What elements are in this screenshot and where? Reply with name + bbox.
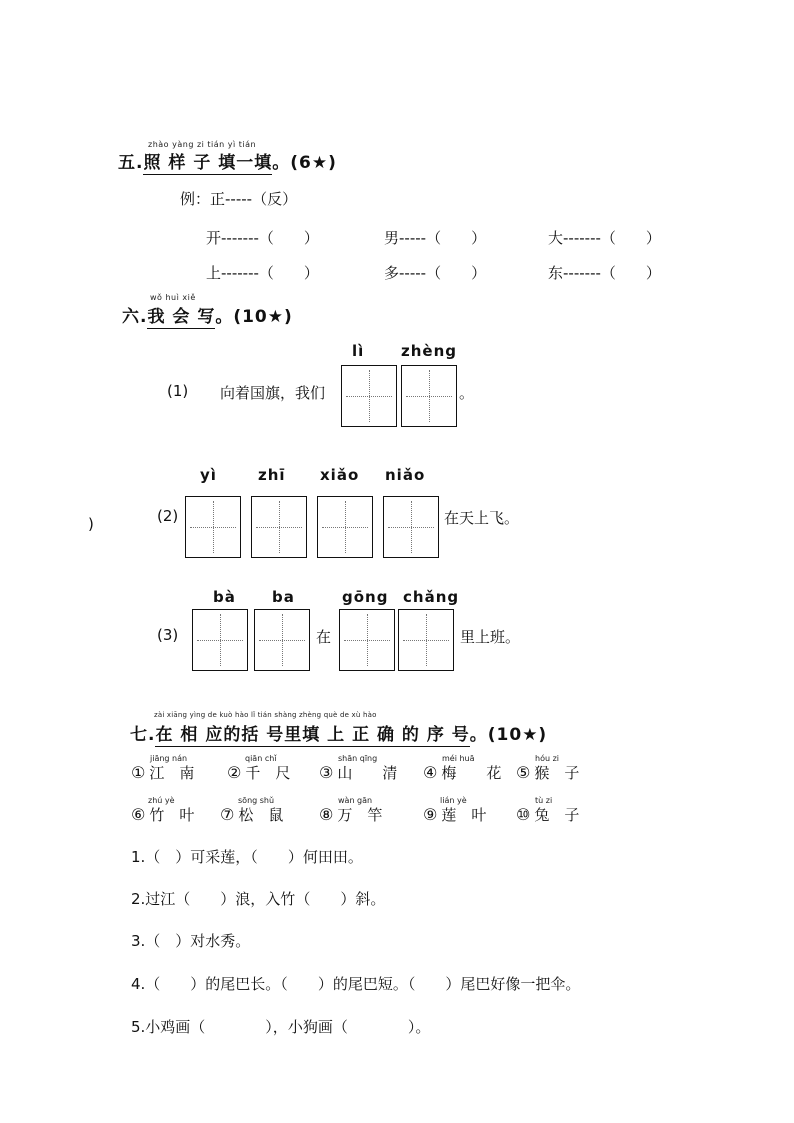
pinyin-xiao: xiǎo bbox=[320, 466, 360, 484]
section6-score: (10★) bbox=[233, 307, 293, 327]
pinyin-zhi: zhī bbox=[258, 466, 286, 484]
section7-score: (10★) bbox=[487, 725, 548, 745]
section7-title: 七.在 相 应的括 号里填 上 正 确 的 序 号。(10★) bbox=[130, 725, 548, 745]
option-8: ⑧ 万 竿 bbox=[319, 805, 383, 824]
option-pinyin: hóu zi bbox=[535, 754, 559, 763]
option-1: ① 江 南 bbox=[131, 763, 195, 782]
pinyin-gong: gōng bbox=[342, 588, 389, 606]
question-1: 1.（ ）可采莲，（ ）何田田。 bbox=[131, 848, 363, 866]
pinyin-li: lì bbox=[352, 342, 365, 360]
option-4: ④ 梅 花 bbox=[423, 763, 502, 782]
section5-item: 多-----（ ） bbox=[384, 264, 487, 282]
writing-box[interactable] bbox=[398, 609, 454, 671]
writing-box[interactable] bbox=[317, 496, 373, 558]
option-pinyin: zhú yè bbox=[148, 796, 175, 805]
section5-title-text: 照 样 子 填一填 bbox=[143, 153, 273, 173]
section5-example: 例：正-----（反） bbox=[180, 190, 298, 208]
option-10: ⑩ 兔 子 bbox=[516, 805, 580, 824]
option-pinyin: sōng shǔ bbox=[238, 796, 275, 805]
option-pinyin: qiān chǐ bbox=[245, 754, 277, 763]
pinyin-chang: chǎng bbox=[403, 588, 460, 606]
question-5: 5.小鸡画（ ），小狗画（ ）。 bbox=[131, 1018, 431, 1036]
section5-score: (6★) bbox=[290, 153, 337, 173]
option-7: ⑦ 松 鼠 bbox=[220, 805, 284, 824]
writing-box[interactable] bbox=[185, 496, 241, 558]
writing-box[interactable] bbox=[341, 365, 397, 427]
writing-box[interactable] bbox=[251, 496, 307, 558]
section7-pinyin: zài xiāng yìng de kuò hào lǐ tián shàng zhèng què de xù hào bbox=[154, 711, 377, 719]
stray-paren: ) bbox=[88, 515, 94, 533]
q1-end: 。 bbox=[459, 384, 475, 402]
option-pinyin: tù zi bbox=[535, 796, 553, 805]
pinyin-yi: yì bbox=[200, 466, 217, 484]
q3-middle: 在 bbox=[316, 628, 332, 646]
q2-end: 在天上飞。 bbox=[444, 509, 520, 527]
option-pinyin: shān qīng bbox=[338, 754, 378, 763]
pinyin-niao: niǎo bbox=[385, 466, 426, 484]
question-3: 3.（ ）对水秀。 bbox=[131, 932, 251, 950]
section5-item: 东-------（ ） bbox=[548, 264, 661, 282]
q1-label: (1) bbox=[167, 382, 189, 400]
pinyin-zheng: zhèng bbox=[401, 342, 457, 360]
q2-label: (2) bbox=[157, 507, 179, 525]
option-2: ② 千 尺 bbox=[227, 763, 291, 782]
section5-item: 大-------（ ） bbox=[548, 229, 661, 247]
q3-end: 里上班。 bbox=[460, 628, 521, 646]
writing-box[interactable] bbox=[254, 609, 310, 671]
option-pinyin: lián yè bbox=[440, 796, 467, 805]
section5-title: 五.照 样 子 填一填。(6★) bbox=[118, 153, 337, 173]
section5-pinyin: zhào yàng zi tián yì tián bbox=[148, 140, 257, 149]
section6-title: 六.我 会 写。(10★) bbox=[122, 307, 293, 327]
section5-item: 开-------（ ） bbox=[206, 229, 319, 247]
question-4: 4.（ ）的尾巴长。（ ）的尾巴短。（ ）尾巴好像一把伞。 bbox=[131, 975, 581, 993]
option-pinyin: wàn gān bbox=[338, 796, 373, 805]
writing-box[interactable] bbox=[383, 496, 439, 558]
option-pinyin: méi huā bbox=[442, 754, 475, 763]
option-5: ⑤ 猴 子 bbox=[516, 763, 580, 782]
section5-item: 男-----（ ） bbox=[384, 229, 487, 247]
section5-item: 上-------（ ） bbox=[206, 264, 319, 282]
section7-title-text: 在 相 应的括 号里填 上 正 确 的 序 号 bbox=[155, 725, 470, 745]
option-6: ⑥ 竹 叶 bbox=[131, 805, 195, 824]
section6-pinyin: wǒ huì xiě bbox=[150, 293, 196, 302]
section5-number: 五. bbox=[118, 153, 144, 173]
writing-box[interactable] bbox=[339, 609, 395, 671]
writing-box[interactable] bbox=[192, 609, 248, 671]
question-2: 2.过江（ ）浪，入竹（ ）斜。 bbox=[131, 890, 386, 908]
option-9: ⑨ 莲 叶 bbox=[423, 805, 487, 824]
writing-box[interactable] bbox=[401, 365, 457, 427]
option-pinyin: jiāng nán bbox=[150, 754, 188, 763]
q1-text: 向着国旗，我们 bbox=[220, 384, 326, 402]
pinyin-ba: bà bbox=[213, 588, 236, 606]
option-3: ③ 山 清 bbox=[319, 763, 398, 782]
q3-label: (3) bbox=[157, 626, 179, 644]
pinyin-ba2: ba bbox=[272, 588, 295, 606]
